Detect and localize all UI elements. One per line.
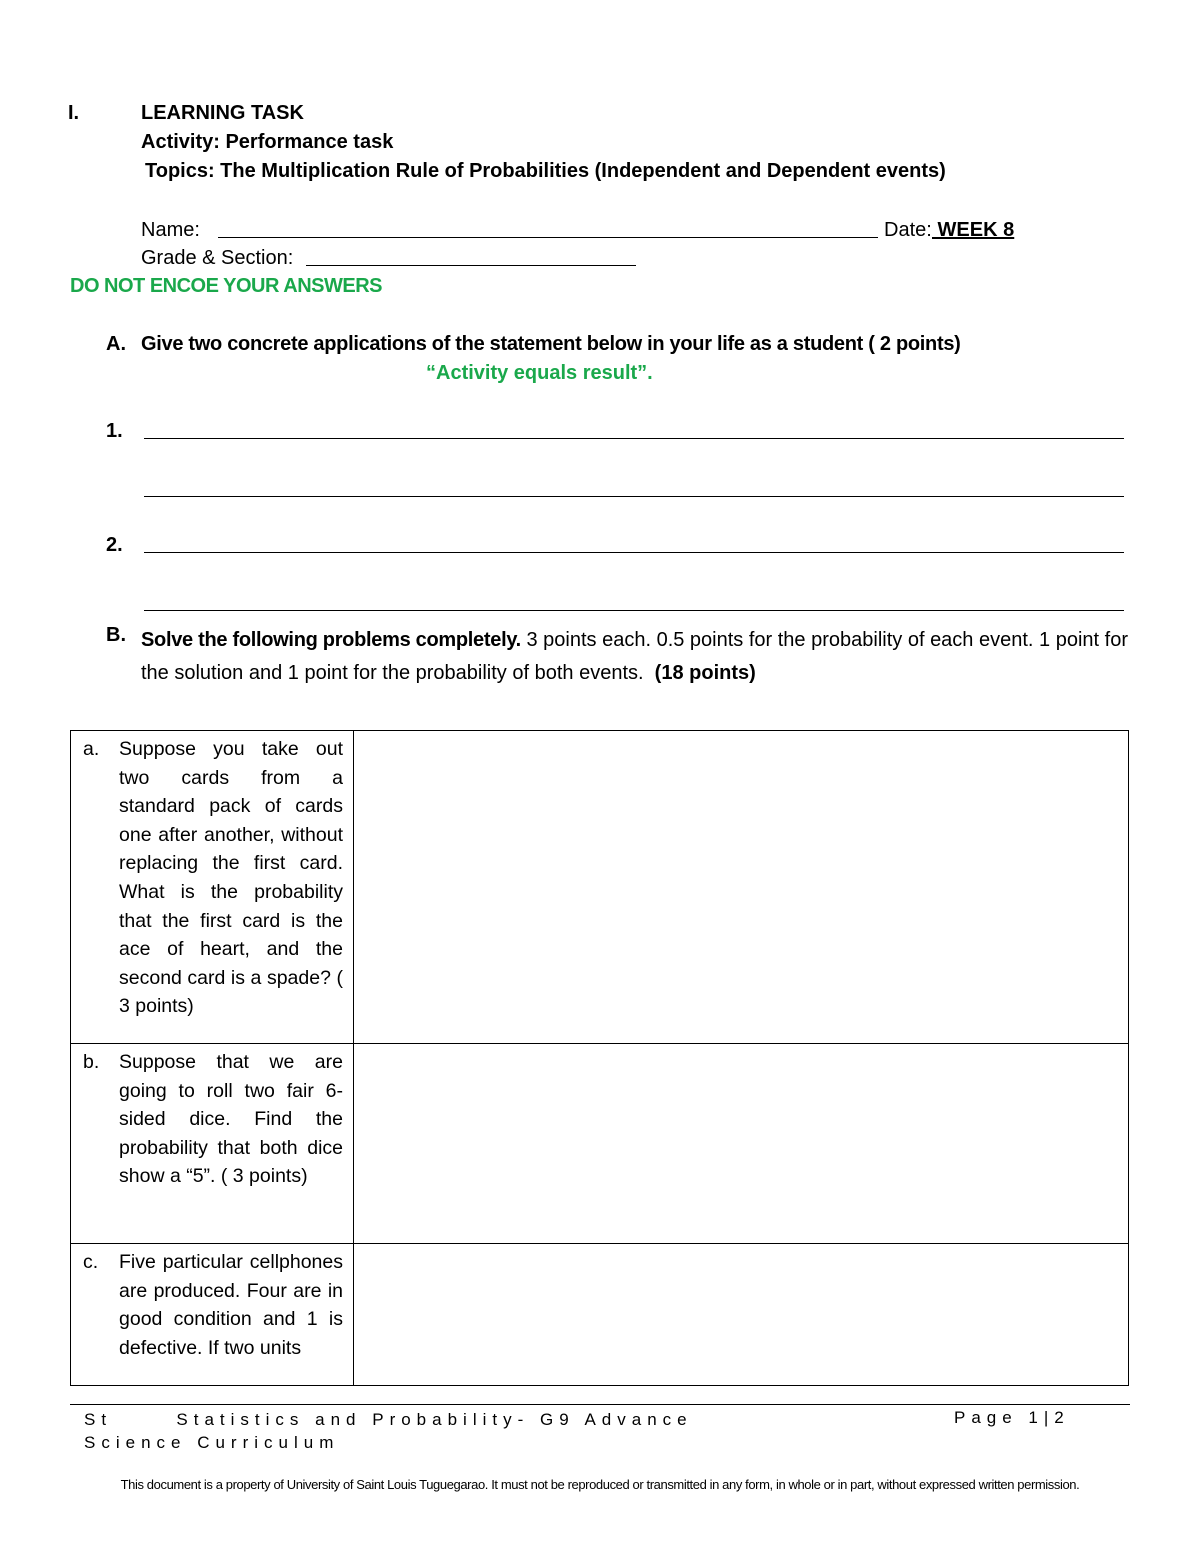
grade-section-field[interactable] bbox=[306, 265, 636, 266]
table-row bbox=[71, 731, 1129, 1044]
answer-number-2: 2. bbox=[106, 534, 123, 556]
answer-1-line-1[interactable] bbox=[144, 438, 1124, 439]
problem-letter: c. bbox=[83, 1251, 99, 1273]
answer-2-line-2[interactable] bbox=[144, 610, 1124, 611]
problem-letter: b. bbox=[83, 1051, 100, 1073]
problem-text: Suppose that we are going to roll two fair 6-sided dice. Find the probability that both dice show a “5”. ( 3 points) bbox=[119, 1051, 343, 1188]
date-label: Date: bbox=[884, 219, 932, 241]
name-label: Name: bbox=[141, 219, 200, 241]
footer-course: St Statistics and Probability- G9 Advance Science Curriculum bbox=[84, 1410, 704, 1452]
topics-label: Topics: The Multiplication Rule of Probabilities (Independent and Dependent events) bbox=[145, 160, 946, 182]
section-title: LEARNING TASK bbox=[141, 102, 304, 124]
problem-a-cell bbox=[71, 731, 354, 1044]
part-b-letter: B. bbox=[106, 624, 126, 646]
answer-cell-c[interactable] bbox=[354, 1244, 1129, 1386]
part-b-instruction bbox=[141, 624, 1134, 690]
name-field[interactable] bbox=[218, 237, 878, 238]
answer-cell-a[interactable] bbox=[354, 731, 1129, 1044]
table-row bbox=[71, 1244, 1129, 1386]
part-b-instruction-rest: 3 points each. 0.5 points for the probability of each event. 1 point for the solution and 1 point for the probability of both events. bbox=[141, 629, 1134, 684]
problem-letter: a. bbox=[83, 738, 100, 760]
part-a-letter: A. bbox=[106, 333, 126, 355]
copyright-notice: This document is a property of University of Saint Louis Tuguegarao. It must not be reproduced or transmitted in any form, in whole or in part, without expressed written permission. bbox=[120, 1477, 1080, 1492]
activity-label: Activity: Performance task bbox=[141, 131, 394, 153]
table-row bbox=[71, 1044, 1129, 1244]
part-b-instruction-bold: Solve the following problems completely. bbox=[141, 629, 521, 651]
part-b-points: (18 points) bbox=[654, 662, 756, 684]
part-a-quote: “Activity equals result”. bbox=[426, 362, 653, 384]
problems-table bbox=[70, 730, 1129, 1386]
answer-number-1: 1. bbox=[106, 420, 123, 442]
answer-2-line-1[interactable] bbox=[144, 552, 1124, 553]
warning-text: DO NOT ENCOE YOUR ANSWERS bbox=[70, 275, 382, 297]
grade-section-label: Grade & Section: bbox=[141, 247, 294, 269]
footer-page-number: Page 1|2 bbox=[954, 1408, 1070, 1427]
problem-c-cell bbox=[71, 1244, 354, 1386]
section-numeral: I. bbox=[68, 102, 80, 124]
answer-1-line-2[interactable] bbox=[144, 496, 1124, 497]
answer-cell-b[interactable] bbox=[354, 1044, 1129, 1244]
problem-text: Five particular cellphones are produced. Four are in good condition and 1 is defective. If two units bbox=[119, 1251, 343, 1359]
problem-text: Suppose you take out two cards from a standard pack of cards one after another, without replacing the first card. What is the probability that the first card is the ace of heart, and the second card is a spade? ( 3 points) bbox=[119, 738, 343, 1018]
date-value: WEEK 8 bbox=[932, 219, 1015, 241]
footer-rule bbox=[70, 1404, 1130, 1405]
part-a-instruction: Give two concrete applications of the statement below in your life as a student ( 2 points) bbox=[141, 333, 961, 355]
problem-b-cell bbox=[71, 1044, 354, 1244]
